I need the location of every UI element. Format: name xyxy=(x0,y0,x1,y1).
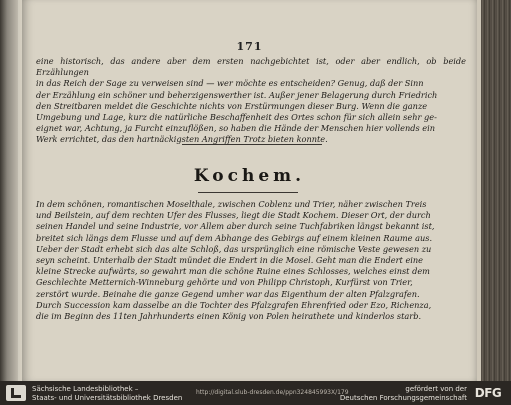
section-heading: Kochem. xyxy=(193,166,306,186)
heading-rule xyxy=(198,192,298,193)
funding-line1: gefördert von der xyxy=(405,385,467,393)
section-divider xyxy=(182,144,322,145)
page-number: 171 xyxy=(236,40,263,53)
dfg-logo-icon[interactable]: DFG xyxy=(474,386,502,400)
funding-line2: Deutschen Forschungsgemeinschaft xyxy=(339,394,467,402)
paragraph-continued: eine historisch, das andere aber dem ersten nachgebichtet ist, oder aber endlich, ob beide Erzählungen in das Reich der Sage zu verweisen sind — wer möchte es entscheiden? Genug, daß der Sinn der Erzählung ein schöner und beherzigenswerther ist. Außer jener Belagerung durch Friedrich den Streitbaren meldet die Geschichte nichts von Erstürmungen dieser Burg. Wenn die ganze Umgebung und Lage, kurz die natürliche Beschaffenheit des Ortes schon für sich allein sehr ge- eignet war, Achtung, ja Furcht einzuflößen, so haben die Hände der Menschen hier vollends ein Werk errichtet, das den hartnäckigsten Angriffen Trotz bieten konnte. xyxy=(36,56,466,145)
book-page xyxy=(22,0,477,381)
viewer-footer xyxy=(0,381,511,405)
library-name-line1[interactable]: Sächsische Landesbibliothek – xyxy=(32,385,139,393)
slub-logo-icon[interactable] xyxy=(6,385,26,401)
library-name-line2[interactable]: Staats- und Universitätsbibliothek Dresden xyxy=(32,394,183,402)
paragraph-kochem: In dem schönen, romantischen Moselthale, zwischen Coblenz und Trier, näher zwischen Treis und Beilstein, auf dem rechten Ufer des Flusses, liegt die Stadt Kochem. Dieser Ort, der durch seinen Handel und seine Industrie, vor Allem aber durch seine Tuchfabriken längst bekannt ist, breitet sich längs dem Flusse und auf dem Abhange des Gebirgs auf einem kleinen Raume aus. Ueber der Stadt erhebt sich das alte Schloß, das ursprünglich eine römische Veste gewesen zu seyn scheint. Unterhalb der Stadt mündet die Endert in die Mosel. Geht man die Endert eine kleine Strecke aufwärts, so gewahrt man die schöne Ruine eines Schlosses, welches einst dem Geschlechte Metternich-Winneburg gehörte und von Philipp Christoph, Kurfürst von Trier, zerstört wurde. Beinahe die ganze Gegend umher war das Eigenthum der alten Pfalzgrafen. Durch Succession kam dasselbe an die Tochter des Pfalzgrafen Ehrenfried oder Ezo, Richenza, die im Beginn des 11ten Jahrhunderts einen König von Polen heirathete und kinderlos starb. xyxy=(36,199,435,322)
book-spine-edge xyxy=(0,0,18,381)
permalink-url[interactable]: http://digital.slub-dresden.de/ppn324845993X/179 xyxy=(196,389,349,396)
page-stack-edge xyxy=(481,0,511,381)
